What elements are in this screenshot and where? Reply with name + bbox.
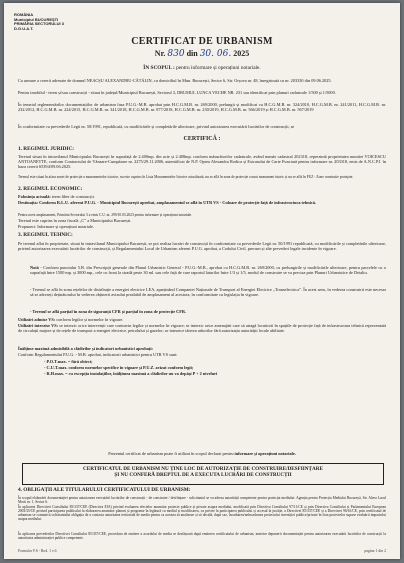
destination-label: Destinația: bbox=[18, 200, 39, 205]
section-3-lea: - Terenul se află în zona rețelelor de distribuție a energiei electrice LEA, aparținând Companiei Naționale de Transport al Energiei Electrice „Transelectrica”. În acest sens, în vederea construirii este necesar să se adreseți deținătorului în vederea obținerii avizului prealabil de amplasament al acestora, în conformitate cu legislația în vigoare. bbox=[30, 287, 386, 297]
number-prefix: Nr. bbox=[154, 49, 166, 58]
page-number: pagina 1 din 2 bbox=[364, 549, 386, 553]
uses-label: Folosința actuală: bbox=[18, 194, 51, 199]
rh-line: - R.H.max. = cu excepția instalațiilor, înălțimea maximă a clădirilor nu va depăși P + 2 niveluri bbox=[44, 371, 218, 376]
section-3-text: Pe terenul aflat în proprietate, situat în intravilanul Municipiului București, se pot realiza lucrări de construcții în conformitate cu prevederile Legii nr. 50/1991 republicată, cu modificările și completările ulterioare, privind autorizarea executării lucrărilor de construcții, și Regulamentului Local de Urbanism aferent P.U.G. aprobat, a Codului Civil, precum și alte prevederi legale incidente în vigoare. bbox=[18, 241, 386, 251]
forbidden-uses-label: Utilizări interzise VS: bbox=[18, 323, 59, 328]
permitted-uses bbox=[18, 317, 386, 322]
issuer-header bbox=[14, 13, 124, 31]
intro-paragraph-3: În temeiul reglementărilor documentațiilor de urbanism faza P.U.G.-M.B. aprobat prin H.C.G.M.B. nr. 269/2000, prelungit și modificat cu H.C.G.M.B. nr. 324/2010, H.C.G.M.B. nr. 241/2011, H.C.G.M.B. nr. 232/2012, H.C.G.M.B. nr. 224/2015, H.C.G.M.B. nr. 341/2018, H.C.G.M.B. nr. 877/2018, H.C.G.M.B. nr. 230/2019, H.C.G.M.B. nr. 566/2019 și H.C.G.M.B. nr. 567/2019 bbox=[18, 102, 386, 112]
section-3-note bbox=[30, 265, 386, 275]
header-city-hall: PRIMĂRIA SECTORULUI 3 bbox=[14, 21, 65, 27]
note-label: Notă bbox=[30, 265, 39, 270]
scope-line bbox=[4, 66, 400, 71]
height-title: Înălțime maximă admisibilă a clădirilor și indicatori urbanistici aprobați: bbox=[18, 346, 153, 351]
cut-line: - C.U.T.max. conform normelor specifice în vigoare și P.U.Z. avizat conform legii; bbox=[44, 365, 194, 370]
height-text: Conform Regulamentului P.U.G. - M.B. aprobat, indicatorii urbanistici pentru UTR VS sunt: bbox=[18, 352, 178, 357]
intro-paragraph-2: Pentru imobilul - teren și/sau construcții - situat în județul/Municipiul București, Sectorul 3, DRUMUL LUNCA VECHE NR. 231 sau identificat prin planuri cadastrale 1/500 și 1/5000. bbox=[18, 90, 336, 95]
section-1-title: 1. REGIMUL JURIDIC: bbox=[18, 146, 75, 152]
certifica-heading: CERTIFICĂ : bbox=[183, 136, 221, 142]
permitted-uses-text: conform legilor și normelor în vigoare. bbox=[56, 317, 124, 322]
document-title: CERTIFICAT DE URBANISM bbox=[131, 36, 273, 47]
section-2-destination bbox=[18, 200, 386, 205]
notice-line-2: ȘI NU CONFERĂ DREPTUL DE A EXECUTA LUCRĂRI DE CONSTRUCȚII bbox=[114, 472, 292, 478]
destination-value: Conform R.L.U. aferent P.U.G. - Municipiul București aprobat, amplasamentul se află în UTR VS - Culoare de protecție față de infrastructura tehnică. bbox=[39, 200, 317, 205]
section-4-text: În scopul elaborării documentației pentru autorizarea executării lucrărilor de construcții - de construire / desființare - solicitantul se va adresa autorității competente pentru protecția mediului: Agenția pentru Protecția Mediului București, Str. Aleea Lacul Morii nr. 1, Sector 6. bbox=[18, 496, 386, 505]
section-3-title: 3. REGIMUL TEHNIC: bbox=[18, 232, 73, 238]
number-year: 2025 bbox=[233, 49, 250, 58]
section-2-proposal: Propuneri: Informare și operațiuni notariale. bbox=[18, 224, 95, 229]
pot-line: - P.O.T.max. = fără obiect; bbox=[44, 359, 93, 364]
header-department: D.G.U.A.T. bbox=[14, 25, 34, 31]
number-date: 30. 06. bbox=[199, 49, 232, 59]
present-text: Prezentul certificat de urbanism poate fi utilizat în scopul declarat pentru bbox=[108, 451, 234, 456]
intro-paragraph-1: Ca urmare a cererii adresate de domnul NEACȘU ALEXANDRU-CĂTĂLIN, cu domiciliul în Mun. București, Sector 6, Str. Orșova nr. 48, înregistrată cu nr. 203330 din 09.06.2025. bbox=[18, 78, 332, 83]
section-2-note: Pentru acest amplasament, Primăria Sectorului 3 a emis C.U. nr. 299/10.03.2023 pentru informare și operațiuni notariale. bbox=[18, 213, 193, 217]
section-1-text-2: Terenul este situat în afara zonei de protecție a monumentelor istorice, nu este cuprins în Lista Monumentelor Istorice actualizată, nu se află în zona de protecție a unui monument istoric și nu se află în PUZ - Zone construite protejate. bbox=[18, 175, 354, 179]
intro-paragraph-4: În conformitate cu prevederile Legii nr. 50/1991, republicată, cu modificările și completările ulterioare, privind autorizarea executării lucrărilor de construcții, se bbox=[18, 124, 295, 129]
notice-line-1: CERTIFICATUL DE URBANISM NU ȚINE LOC DE AUTORIZAȚIE DE CONSTRUIRE/DESFIINȚARE bbox=[83, 466, 323, 472]
present-text-2: informare și operațiuni notariale. bbox=[234, 451, 296, 456]
section-2-title: 2. REGIMUL ECONOMIC: bbox=[18, 186, 83, 192]
section-4-text-3: În aplicarea prevederilor Directivei Consiliului 85/337/CEE, procedura de emitere a acordului de mediu se desfășoară după emiterea certificatului de urbanism, anterior depunerii documentației pentru autorizarea executării lucrărilor de construcții la autoritatea administrației publice competente. bbox=[18, 532, 386, 541]
notice-box bbox=[22, 463, 384, 485]
forbidden-uses bbox=[18, 323, 386, 333]
section-4-title: 4. OBLIGAȚII ALE TITULARULUI CERTIFICATULUI DE URBANISM: bbox=[18, 487, 191, 493]
section-3-cfr: - Terenul se află parțial în zona de siguranță CFR și parțial în zona de protecție CFR. bbox=[30, 309, 187, 314]
scope-label: ÎN SCOPUL : bbox=[143, 65, 175, 71]
section-2-tax: Terenul este cuprins în zona fiscală „C” a Municipiului București. bbox=[18, 218, 132, 223]
present-line bbox=[4, 451, 400, 456]
document-page bbox=[4, 3, 400, 559]
section-4-text-2: În aplicarea Directivei Consiliului 85/337/CEE (Directiva EIA) privind evaluarea efectelor anumitor proiecte publice și private asupra mediului, modificată prin Directiva Consiliului 97/11/CE și prin Directiva Consiliului și Parlamentului European 2003/35/CE privind participarea publicului la elaborarea anumitor planuri și programe în legătură cu mediul și modificarea, cu privire la participarea publicului și accesul la justiție, a Directivei 85/337/CEE și a Directivei 96/61/CE, prin certificatul de urbanism se comunică solicitantului obligația de a contacta autoritatea teritorială de mediu pentru ca aceasta să analizeze și să decidă, după caz, încadrarea/neîncadrarea proiectului investiției publice/private în lista proiectelor supuse evaluării impactului asupra mediului. bbox=[18, 505, 386, 522]
uses-value: teren liber de construcții. bbox=[51, 194, 95, 199]
header-country: ROMÂNIA bbox=[14, 12, 34, 17]
header-municipality: Municipiul BUCUREȘTI bbox=[14, 16, 59, 22]
note-text: - Conform punctului 5.B. din Prescripții generale din Planul Urbanistic General - P.U.G.-M.B., aprobat cu H.C.G.M.B. nr. 269/2000, cu prelungirile și modificările ulterioare, pentru parcelele cu o suprafață între 1500 mp. și 3000 mp., cele cu front la stradă peste 30 ml. sau cele față de care raportul laturilor între 1/3 și 1/5, modul de construire se va preciza prin Planuri Urbanistice de Detaliu. bbox=[30, 265, 387, 275]
scope-text: pentru informare și operațiuni notariale. bbox=[176, 65, 261, 71]
section-1-text: Terenul situat în intravilanul Municipiului București în suprafață de 2.400mp. din acte și 2.408mp. conform măsurătorilor cadastrale, având număr cadastral 202318, reprezintă proprietatea numitei VOICESCU ANTOANETTE, conform Contractului de Vânzare-Cumpărare nr. 2275/29.11.2006, autentificat de N.P. Oprea Alexandra Rodica și Extrasului de Carte Funciară pentru informare nr. 203318, emis de A.N.C.P.I. în baza cererii 65394/09.06.2025. bbox=[18, 154, 386, 169]
certificate-number bbox=[4, 51, 400, 57]
forbidden-uses-text: se interzic orice intervenții care contravin legilor și normelor în vigoare; se interzic orice amenajări care să atragă locuitorii în spațiile de protecție față de infrastructura tehnică reprezentată de circulații majore și de rețele de transport a energiei electrice, petrolului și gazelor; se interzice tăierea arborilor fără autorizația autorității locale abilitate. bbox=[18, 323, 387, 333]
number-value: 830 bbox=[167, 49, 185, 59]
permitted-uses-label: Utilizări admise VS: bbox=[18, 317, 56, 322]
page-footer bbox=[18, 549, 386, 554]
section-2-uses bbox=[18, 194, 386, 199]
form-code: Formular F.6 - Rod. 1 v.6 bbox=[18, 549, 57, 553]
number-mid: din bbox=[186, 49, 198, 58]
